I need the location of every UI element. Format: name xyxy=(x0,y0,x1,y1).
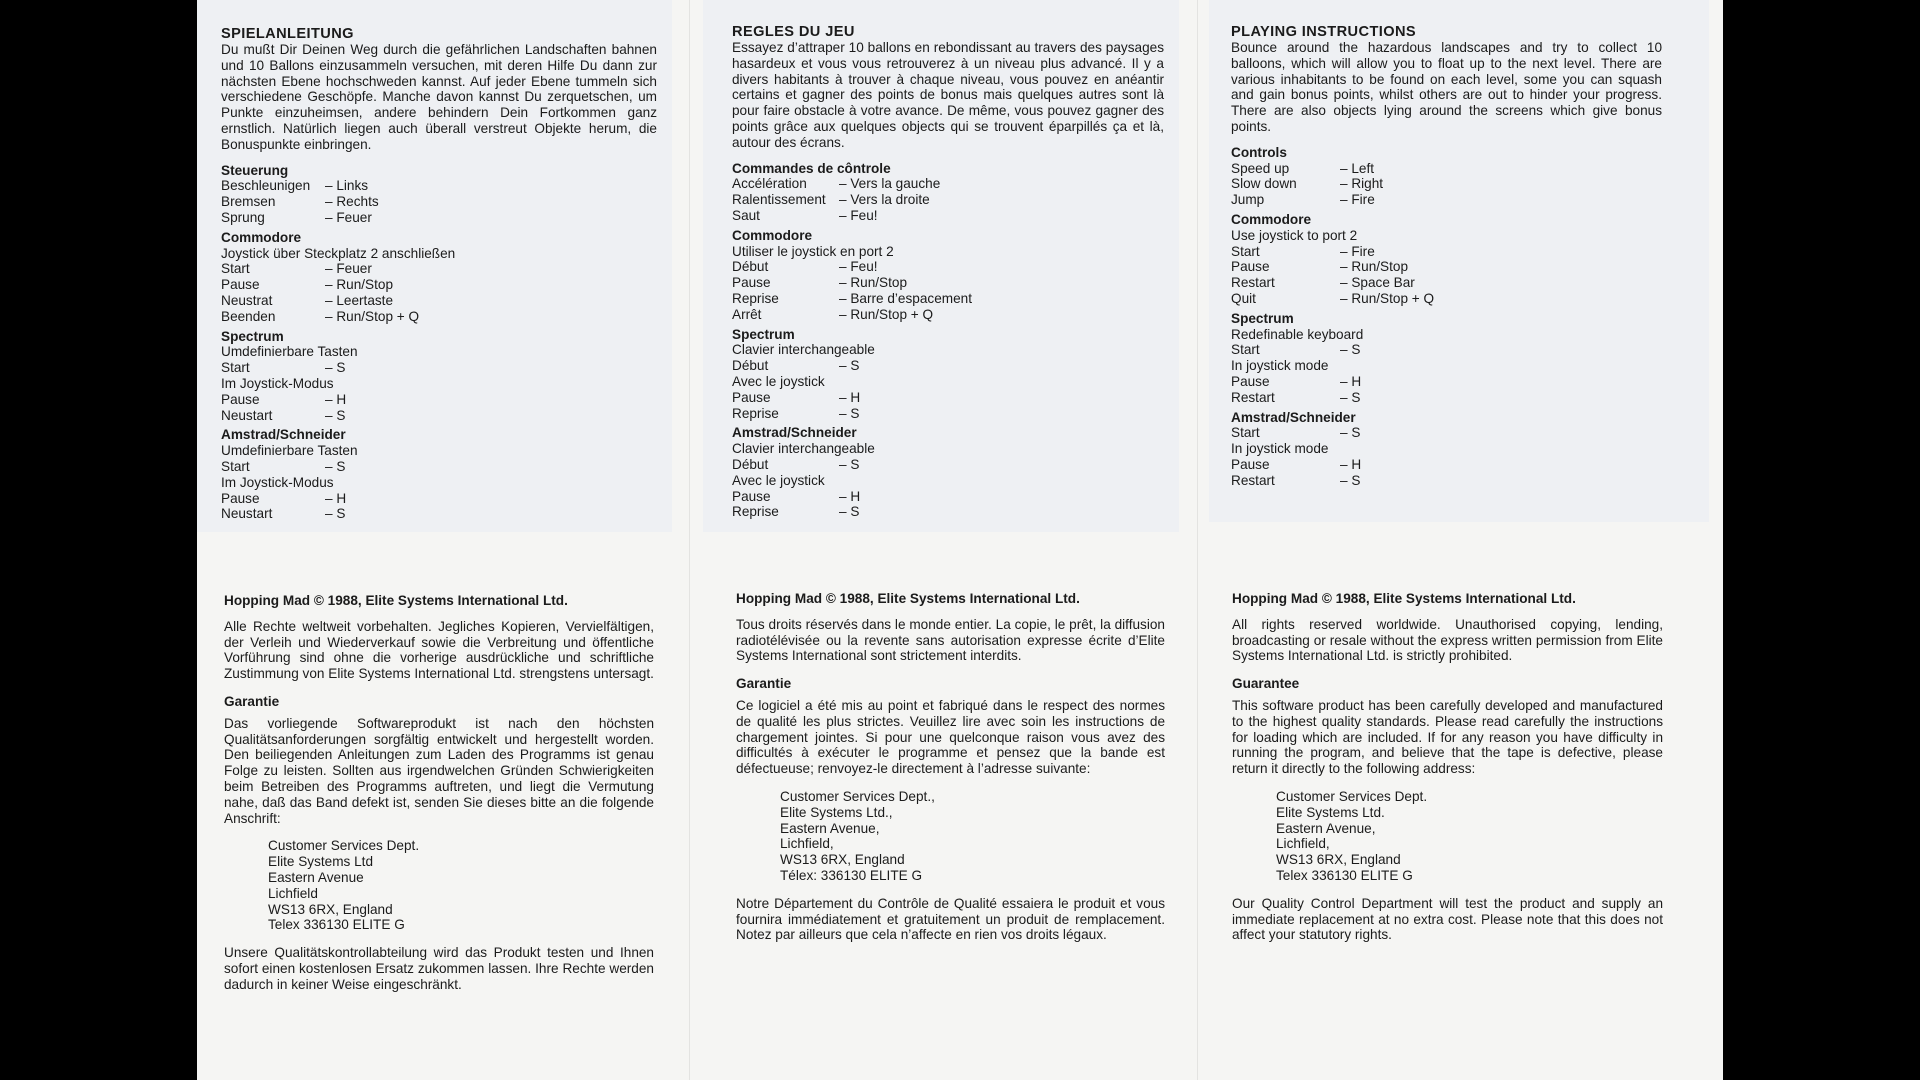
address-line: Customer Services Dept. xyxy=(268,838,420,854)
key-value: – Feu! xyxy=(839,207,878,223)
guarantee-heading: Garantie xyxy=(224,693,280,709)
key-label: Start xyxy=(1231,243,1260,259)
spectrum-note: Avec le joystick xyxy=(732,373,825,389)
key-label: Pause xyxy=(732,275,771,291)
key-row xyxy=(732,208,1164,224)
key-row xyxy=(732,489,1164,505)
key-value: – S xyxy=(1340,389,1361,405)
key-row xyxy=(1231,275,1662,291)
key-label: Start xyxy=(1231,425,1260,441)
spectrum-list-a xyxy=(221,360,657,376)
amstrad-note: Avec le joystick xyxy=(732,472,825,488)
key-value: – Barre d’espacement xyxy=(839,290,972,306)
key-row xyxy=(1231,425,1662,441)
key-row xyxy=(1231,374,1662,390)
guarantee-text: Ce logiciel a été mis au point et fabriqué dans le respect des normes de qualité les plus strictes. Veuillez lire avec soin les instructions de chargement jointes. Si pour une quelconque raison vous avez des difficultés à exécuter le programme et pensez que la bande est défectueuse; renvoyez-le directement à l’adresse suivante: xyxy=(736,697,1165,777)
key-value: – S xyxy=(1340,472,1361,488)
amstrad-note: In joystick mode xyxy=(1231,441,1329,457)
key-label: Début xyxy=(732,358,769,374)
key-row xyxy=(732,390,1164,406)
address-line: Lichfield xyxy=(268,885,318,901)
amstrad-heading: Amstrad/Schneider xyxy=(1231,409,1356,425)
guarantee-text: Das vorliegende Softwareprodukt ist nach den höchsten Qualitätsanforderungen sorgfältig entwickelt und hergestellt worden. Den beiliegenden Anleitungen zum Laden des Programms ist genau Folge zu leisten. Sollten aus irgendwelchen Gründen Schwierigkeiten beim Betreiben des Programms auftreten, und liegt die Vermutung nahe, daß das Band defekt ist, senden Sie dieses bitte an die folgende Anschrift: xyxy=(224,715,654,826)
key-value: – Rechts xyxy=(325,194,379,210)
commodore-heading: Commodore xyxy=(1231,211,1312,227)
key-value: – S xyxy=(839,358,860,374)
key-label: Reprise xyxy=(732,290,779,306)
section-title: SPIELANLEITUNG xyxy=(221,26,354,42)
key-value: – Vers la gauche xyxy=(839,176,941,192)
key-value: – Run/Stop + Q xyxy=(325,308,420,324)
closing-text: Unsere Qualitätskontrollabteilung wird das Produkt testen und Ihnen sofort einen kostenlosen Ersatz zukommen lassen. Ihre Rechte werden dadurch in keiner Weise eingeschränkt. xyxy=(224,945,654,992)
key-label: Début xyxy=(732,259,769,275)
key-value: – Fire xyxy=(1340,192,1375,208)
copyright-line: Hopping Mad © 1988, Elite Systems International Ltd. xyxy=(736,591,1080,606)
column-en-upper xyxy=(1231,24,1662,489)
key-row xyxy=(732,291,1164,307)
key-value: – H xyxy=(325,391,347,407)
key-value: – H xyxy=(1340,373,1362,389)
address-block xyxy=(1276,789,1663,884)
key-row xyxy=(1231,390,1662,406)
key-row xyxy=(1231,176,1662,192)
key-value: – Right xyxy=(1340,176,1384,192)
column-de-lower xyxy=(224,593,654,993)
key-value: – S xyxy=(325,407,346,423)
key-label: Neustart xyxy=(221,506,273,522)
amstrad-heading: Amstrad/Schneider xyxy=(221,427,346,443)
address-line: Lichfield, xyxy=(1276,836,1330,852)
amstrad-note: Im Joystick-Modus xyxy=(221,474,334,490)
key-row xyxy=(1231,259,1662,275)
key-label: Quit xyxy=(1231,290,1256,306)
controls-list xyxy=(732,176,1164,223)
address-line: Telex 336130 ELITE G xyxy=(268,917,405,933)
key-value: – Leertaste xyxy=(325,292,394,308)
key-row xyxy=(1231,192,1662,208)
key-label: Restart xyxy=(1231,472,1275,488)
key-row xyxy=(732,406,1164,422)
key-value: – S xyxy=(325,360,346,376)
address-line: Eastern Avenue, xyxy=(780,820,880,836)
key-label: Bremsen xyxy=(221,194,276,210)
spectrum-note: In joystick mode xyxy=(1231,358,1329,374)
key-row xyxy=(221,392,657,408)
key-value: – S xyxy=(325,458,346,474)
key-label: Slow down xyxy=(1231,176,1297,192)
intro-text: Essayez d’attraper 10 ballons en rebondissant au travers des paysages hasardeux et vous vous retrouverez à un niveau plus advancé. Il y a divers habitants à trouver à chaque niveau, vous pouvez en anéantir certains et gagner des points de bonus mais quelques autres sont là pour faire obstacle à votre avance. De même, vous pouvez gagner des points grâce aux quelques objects qui se trouvent éparpillés ça et là, autour des écrans. xyxy=(732,40,1164,150)
key-label: Beenden xyxy=(221,308,276,324)
key-row xyxy=(732,176,1164,192)
key-value: – Feu! xyxy=(839,259,878,275)
key-row xyxy=(221,178,657,194)
column-fr-lower xyxy=(736,591,1165,943)
commodore-note: Utiliser le joystick en port 2 xyxy=(732,243,894,259)
address-line: Customer Services Dept. xyxy=(1276,788,1428,804)
spectrum-list-a xyxy=(1231,342,1662,358)
key-value: – Feuer xyxy=(325,261,372,277)
key-value: – Run/Stop + Q xyxy=(1340,290,1435,306)
key-row xyxy=(1231,457,1662,473)
key-label: Start xyxy=(221,261,250,277)
intro-text: Bounce around the hazardous landscapes and try to collect 10 balloons, which will allow you to float up to the next level. There are various inhabitants to be found on each level, some you can squash and gain bonus points, whilst others are out to hinder your progress. There are also objects lying around the screens which give bonus points. xyxy=(1231,40,1662,134)
address-block xyxy=(780,789,1165,884)
key-value: – S xyxy=(1340,342,1361,358)
address-line: WS13 6RX, England xyxy=(1276,852,1401,868)
amstrad-list-b xyxy=(1231,457,1662,489)
closing-text: Our Quality Control Department will test the product and supply an immediate replacement at no extra cost. Please note that this does not affect your statutory rights. xyxy=(1232,895,1663,943)
key-row xyxy=(221,261,657,277)
key-value: – Run/Stop + Q xyxy=(839,306,934,322)
key-label: Pause xyxy=(221,277,260,293)
copyright-line: Hopping Mad © 1988, Elite Systems International Ltd. xyxy=(1232,591,1576,606)
key-row xyxy=(221,277,657,293)
key-value: – S xyxy=(839,405,860,421)
key-row xyxy=(221,408,657,424)
rights-text: All rights reserved worldwide. Unauthorised copying, lending, broadcasting or resale without the express written permission from Elite Systems International Ltd. is strictly prohibited. xyxy=(1232,616,1663,664)
key-value: – Left xyxy=(1340,160,1375,176)
address-line: WS13 6RX, England xyxy=(268,901,393,917)
controls-list xyxy=(1231,161,1662,208)
key-row xyxy=(1231,291,1662,307)
key-label: Start xyxy=(221,458,250,474)
key-label: Pause xyxy=(732,488,771,504)
amstrad-list-a xyxy=(1231,425,1662,441)
key-label: Reprise xyxy=(732,504,779,520)
key-value: – Fire xyxy=(1340,243,1375,259)
controls-list xyxy=(221,178,657,225)
column-fr-upper xyxy=(732,24,1164,520)
key-label: Accélération xyxy=(732,176,807,192)
key-row xyxy=(221,309,657,325)
amstrad-list-a xyxy=(732,457,1164,473)
spectrum-list-a xyxy=(732,358,1164,374)
spectrum-list-b xyxy=(221,392,657,424)
key-value: – S xyxy=(839,504,860,520)
key-row xyxy=(221,194,657,210)
key-value: – Space Bar xyxy=(1340,275,1415,291)
key-row xyxy=(732,259,1164,275)
key-row xyxy=(221,506,657,522)
key-label: Arrêt xyxy=(732,306,762,322)
intro-text: Du mußt Dir Deinen Weg durch die gefährlichen Landschaften bahnen und 10 Ballons einzusammeln versuchen, mit deren Hilfe Du dann zur nächsten Ebene hochschweden kannst. Auf jeder Ebene tummeln sich verschiedene Geschöpfe. Manche davon kannst Du zerquetschen, um Punkte einzuheimsen, andere behindern Dein Fortkommen ganz ernstlich. Natürlich liegen auch überall verstreut Objekte herum, die Bonuspunkte einbringen. xyxy=(221,42,657,152)
spectrum-note: Clavier interchangeable xyxy=(732,342,875,358)
key-label: Start xyxy=(221,360,250,376)
key-row xyxy=(1231,244,1662,260)
address-block xyxy=(268,838,654,933)
key-label: Restart xyxy=(1231,275,1275,291)
key-row xyxy=(732,275,1164,291)
commodore-list xyxy=(221,261,657,324)
key-label: Beschleunigen xyxy=(221,178,311,194)
commodore-heading: Commodore xyxy=(221,229,302,245)
key-value: – Vers la droite xyxy=(839,192,930,208)
commodore-note: Joystick über Steckplatz 2 anschließen xyxy=(221,245,456,261)
key-label: Saut xyxy=(732,207,760,223)
key-value: – Feuer xyxy=(325,209,372,225)
key-row xyxy=(221,360,657,376)
key-value: – Links xyxy=(325,178,369,194)
amstrad-list-b xyxy=(221,491,657,523)
amstrad-list-a xyxy=(221,459,657,475)
commodore-heading: Commodore xyxy=(732,227,813,243)
key-label: Début xyxy=(732,456,769,472)
spectrum-heading: Spectrum xyxy=(1231,310,1294,326)
key-row xyxy=(732,358,1164,374)
address-line: Elite Systems Ltd xyxy=(268,854,374,870)
key-label: Neustrat xyxy=(221,292,273,308)
closing-text: Notre Département du Contrôle de Qualité essaiera le produit et vous fournira immédiatement et gratuitement un produit de remplacement. Notez par ailleurs que cela n’affecte en rien vos droits légaux. xyxy=(736,895,1165,943)
key-row xyxy=(221,491,657,507)
key-row xyxy=(221,293,657,309)
section-title: PLAYING INSTRUCTIONS xyxy=(1231,24,1417,40)
key-label: Neustart xyxy=(221,407,273,423)
instruction-sheet xyxy=(197,0,1723,1080)
key-row xyxy=(221,459,657,475)
commodore-list xyxy=(732,259,1164,322)
key-value: – H xyxy=(1340,456,1362,472)
address-line: Elite Systems Ltd. xyxy=(1276,804,1385,820)
column-de-upper xyxy=(221,26,657,522)
key-row xyxy=(732,504,1164,520)
key-label: Pause xyxy=(1231,373,1270,389)
rights-text: Tous droits réservés dans le monde entier. La copie, le prêt, la diffusion radiotélévisée ou la revente sans autorisation expresse écrite d’Elite Systems International sont strictement interdits. xyxy=(736,616,1165,664)
key-label: Pause xyxy=(1231,456,1270,472)
spectrum-list-b xyxy=(732,390,1164,422)
address-line: Eastern Avenue, xyxy=(1276,820,1376,836)
spectrum-note: Im Joystick-Modus xyxy=(221,375,334,391)
key-value: – Run/Stop xyxy=(325,277,394,293)
address-line: Lichfield, xyxy=(780,836,834,852)
key-value: – H xyxy=(325,490,347,506)
spectrum-heading: Spectrum xyxy=(221,328,284,344)
key-label: Speed up xyxy=(1231,160,1290,176)
key-row xyxy=(1231,473,1662,489)
guarantee-heading: Garantie xyxy=(736,676,792,692)
key-label: Pause xyxy=(1231,259,1270,275)
commodore-list xyxy=(1231,244,1662,307)
key-value: – H xyxy=(839,488,861,504)
key-label: Pause xyxy=(221,490,260,506)
amstrad-note: Umdefinierbare Tasten xyxy=(221,443,358,459)
key-value: – Run/Stop xyxy=(1340,259,1409,275)
key-label: Jump xyxy=(1231,192,1265,208)
spectrum-heading: Spectrum xyxy=(732,326,795,342)
key-value: – H xyxy=(839,389,861,405)
key-value: – S xyxy=(839,456,860,472)
copyright-line: Hopping Mad © 1988, Elite Systems International Ltd. xyxy=(224,593,568,608)
address-line: Customer Services Dept., xyxy=(780,788,935,804)
key-label: Restart xyxy=(1231,389,1275,405)
key-label: Ralentissement xyxy=(732,192,826,208)
key-row xyxy=(1231,161,1662,177)
key-row xyxy=(1231,342,1662,358)
section-title: REGLES DU JEU xyxy=(732,24,855,40)
key-row xyxy=(221,210,657,226)
guarantee-text: This software product has been carefully developed and manufactured to the highest quality standards. Please read carefully the instructions for loading which are included. If for any reason you have difficulty in running the program, and believe that the tape is defective, please return it directly to the following address: xyxy=(1232,697,1663,777)
commodore-note: Use joystick to port 2 xyxy=(1231,227,1358,243)
key-label: Sprung xyxy=(221,209,265,225)
address-line: Telex 336130 ELITE G xyxy=(1276,867,1413,883)
amstrad-note: Clavier interchangeable xyxy=(732,441,875,457)
spectrum-note: Umdefinierbare Tasten xyxy=(221,344,358,360)
key-label: Pause xyxy=(221,391,260,407)
key-value: – S xyxy=(325,506,346,522)
address-line: Eastern Avenue xyxy=(268,869,364,885)
address-line: Télex: 336130 ELITE G xyxy=(780,867,923,883)
guarantee-heading: Guarantee xyxy=(1232,676,1300,692)
address-line: Elite Systems Ltd., xyxy=(780,804,893,820)
key-row xyxy=(732,307,1164,323)
key-row xyxy=(732,192,1164,208)
spectrum-list-b xyxy=(1231,374,1662,406)
controls-heading: Controls xyxy=(1231,144,1287,160)
column-en-lower xyxy=(1232,591,1663,943)
amstrad-heading: Amstrad/Schneider xyxy=(732,425,857,441)
rights-text: Alle Rechte weltweit vorbehalten. Jegliches Kopieren, Vervielfältigen, der Verleih und Wiederverkauf sowie die Verbreitung und öffentliche Vorführung sind ohne die vorherige ausdrückliche und schriftliche Zustimmung von Elite Systems International Ltd. strengstens untersagt. xyxy=(224,618,654,682)
key-row xyxy=(732,457,1164,473)
key-label: Start xyxy=(1231,342,1260,358)
amstrad-list-b xyxy=(732,489,1164,521)
spectrum-note: Redefinable keyboard xyxy=(1231,326,1364,342)
key-value: – Run/Stop xyxy=(839,275,908,291)
controls-heading: Commandes de côntrole xyxy=(732,160,891,176)
controls-heading: Steuerung xyxy=(221,162,289,178)
address-line: WS13 6RX, England xyxy=(780,852,905,868)
key-label: Pause xyxy=(732,389,771,405)
key-label: Reprise xyxy=(732,405,779,421)
key-value: – S xyxy=(1340,425,1361,441)
